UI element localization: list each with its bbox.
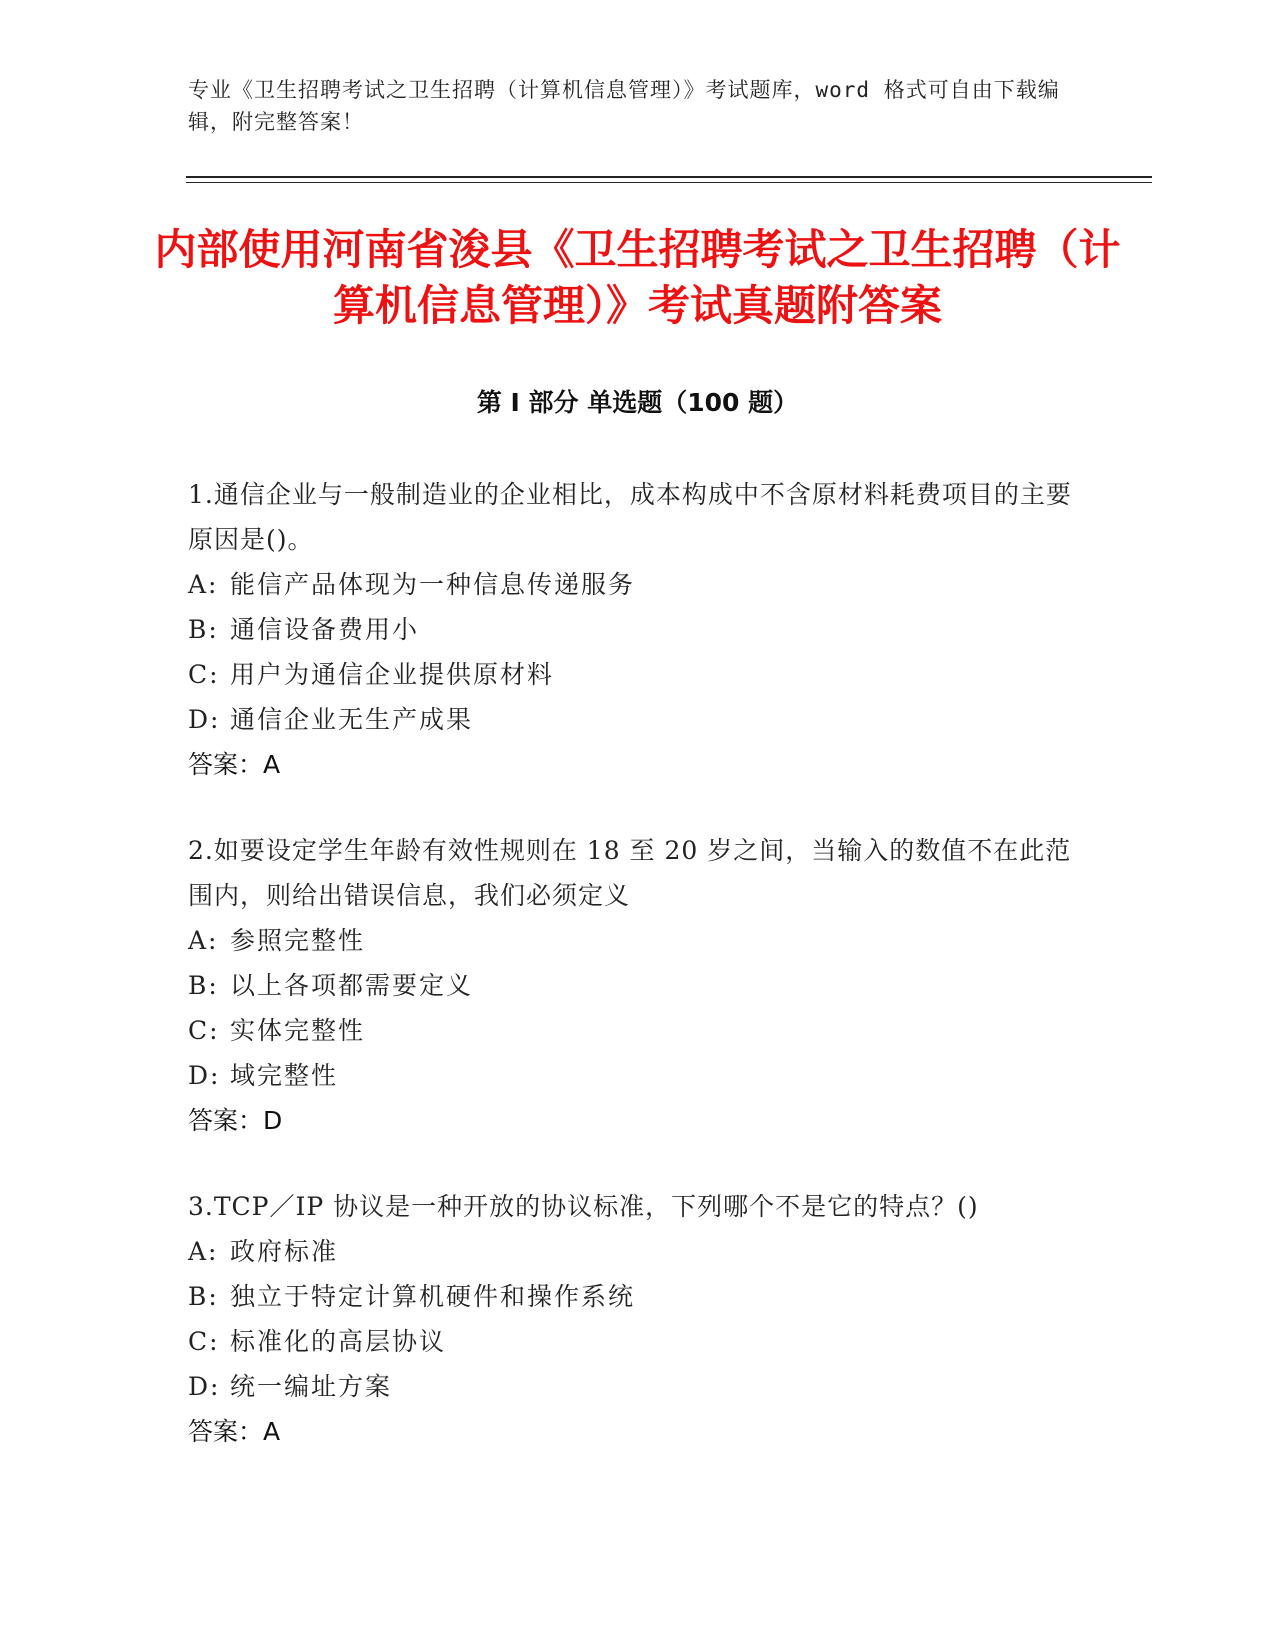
option-key: A:: [188, 926, 219, 955]
option-text: 参照完整性: [230, 926, 366, 955]
option-a: [188, 562, 1088, 607]
option-key: B:: [188, 1282, 219, 1311]
option-key: B:: [188, 971, 219, 1000]
question-list: [188, 472, 1088, 1495]
option-a: [188, 1229, 1088, 1274]
option-b: [188, 607, 1088, 652]
option-d: [188, 697, 1088, 742]
option-key: D:: [188, 705, 221, 734]
question-stem: 1.通信企业与一般制造业的企业相比，成本构成中不含原材料耗费项目的主要原因是()。: [188, 480, 1072, 554]
option-text: 政府标准: [230, 1237, 339, 1266]
option-key: C:: [188, 1016, 220, 1045]
option-key: A:: [188, 1237, 219, 1266]
answer: 答案：A: [188, 750, 281, 779]
answer: 答案：D: [188, 1106, 283, 1135]
question-3: [188, 1184, 1088, 1455]
answer: 答案：A: [188, 1417, 281, 1446]
option-text: 独立于特定计算机硬件和操作系统: [230, 1282, 636, 1311]
option-text: 用户为通信企业提供原材料: [230, 660, 555, 689]
option-key: C:: [188, 1327, 220, 1356]
header-rule-thin: [186, 182, 1152, 183]
option-key: B:: [188, 615, 219, 644]
header-note: 专业《卫生招聘考试之卫生招聘（计算机信息管理）》考试题库，word 格式可自由下载编辑，附完整答案！: [188, 78, 1060, 134]
option-text: 统一编址方案: [230, 1372, 393, 1401]
question-2: [188, 828, 1088, 1144]
option-key: D:: [188, 1061, 221, 1090]
option-text: 能信产品体现为一种信息传递服务: [230, 570, 636, 599]
question-stem: 2.如要设定学生年龄有效性规则在 18 至 20 岁之间，当输入的数值不在此范围内，则给出错误信息，我们必须定义: [188, 836, 1072, 910]
option-c: [188, 1319, 1088, 1364]
question-1: [188, 472, 1088, 788]
option-a: [188, 918, 1088, 963]
option-key: A:: [188, 570, 219, 599]
option-text: 域完整性: [230, 1061, 339, 1090]
document-title: 内部使用河南省浚县《卫生招聘考试之卫生招聘（计算机信息管理）》考试真题附答案: [154, 225, 1121, 330]
header-rule-thick: [186, 176, 1152, 178]
option-c: [188, 1008, 1088, 1053]
option-d: [188, 1053, 1088, 1098]
option-b: [188, 1274, 1088, 1319]
option-text: 标准化的高层协议: [230, 1327, 447, 1356]
option-text: 通信设备费用小: [230, 615, 420, 644]
option-d: [188, 1364, 1088, 1409]
option-c: [188, 652, 1088, 697]
option-key: D:: [188, 1372, 221, 1401]
option-text: 以上各项都需要定义: [230, 971, 474, 1000]
section-heading: 第 I 部分 单选题（100 题）: [476, 388, 799, 417]
option-key: C:: [188, 660, 220, 689]
option-text: 通信企业无生产成果: [230, 705, 474, 734]
option-b: [188, 963, 1088, 1008]
question-stem: 3.TCP／IP 协议是一种开放的协议标准，下列哪个不是它的特点？(): [188, 1192, 979, 1221]
option-text: 实体完整性: [230, 1016, 366, 1045]
